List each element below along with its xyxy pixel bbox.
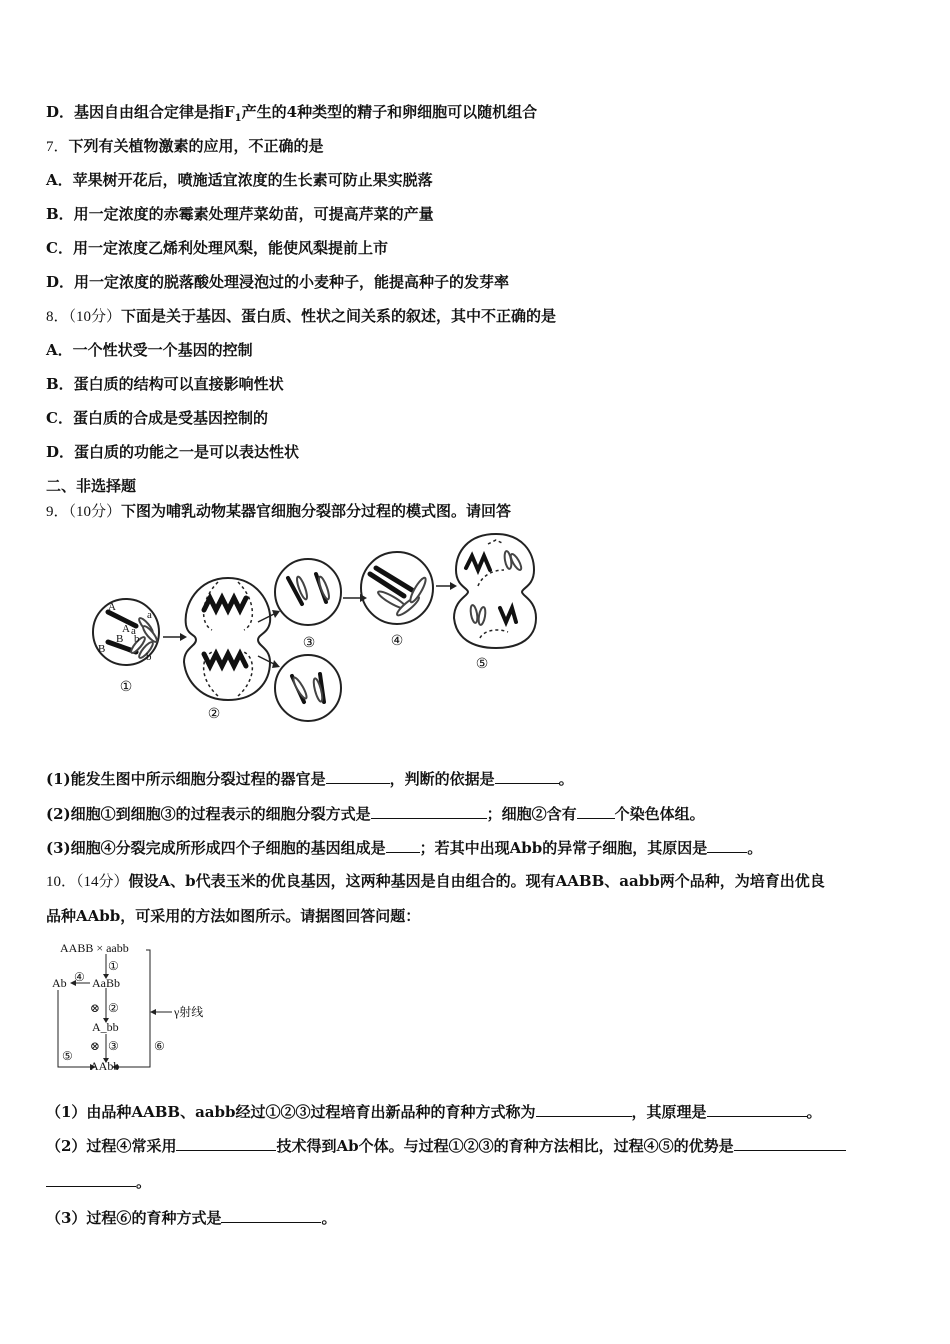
step-label: ⑥ (154, 1039, 165, 1053)
arrow (258, 614, 274, 622)
cell-label: ① (119, 680, 133, 695)
answer-blank[interactable] (495, 767, 559, 784)
gene-label: B (98, 643, 106, 655)
q9-sub3: (3)细胞④分裂完成所形成四个子细胞的基因组成是 ；若其中出现Abb的异常子细胞，其原因是 。 (46, 836, 762, 858)
spindle (480, 630, 508, 638)
gene-label: a (147, 609, 152, 621)
result-label: AAbb (90, 1059, 120, 1073)
self-symbol: ⊗ (90, 1039, 101, 1053)
q9-stem: 9．（10分）下图为哺乳动物某器官细胞分裂部分过程的模式图。请回答 (46, 502, 512, 520)
answer-blank[interactable] (734, 1134, 846, 1151)
chromosome (477, 607, 486, 626)
gene-label: A (108, 601, 116, 613)
q10-sub3: （3）过程⑥的育种方式是 。 (46, 1206, 336, 1228)
chromosome-group (204, 654, 246, 666)
cell-label: ② (207, 707, 221, 722)
chromosome-group (500, 608, 516, 622)
arrow-head (180, 633, 187, 641)
answer-blank[interactable] (386, 836, 420, 853)
arrow (258, 656, 274, 664)
cell-3b (275, 655, 341, 721)
step-label: ① (108, 959, 119, 973)
q10-sub1: （1）由品种AABB、aabb经过①②③过程培育出新品种的育种方式称为 ，其原理是 。 (46, 1100, 822, 1122)
answer-blank[interactable] (176, 1134, 276, 1151)
q8-stem: 8．（10分）下面是关于基因、蛋白质、性状之间关系的叙述，其中不正确的是 (46, 307, 557, 325)
step-label: ② (108, 1001, 119, 1015)
cell-label: ④ (390, 634, 404, 649)
answer-blank[interactable] (326, 767, 390, 784)
cell-label: ③ (302, 636, 316, 651)
answer-blank[interactable] (46, 1170, 136, 1187)
answer-blank[interactable] (707, 836, 747, 853)
q7-option-a: A．苹果树开花后，喷施适宜浓度的生长素可防止果实脱落 (46, 171, 433, 189)
cell-label: ⑤ (475, 657, 489, 672)
gene-label: B (116, 633, 124, 645)
q6-option-d: D．基因自由组合定律是指$F_1$产生的4种类型的精子和卵细胞可以随机组合 (46, 103, 538, 124)
q7-option-b: B．用一定浓度的赤霉素处理芹菜幼苗，可提高芹菜的产量 (46, 205, 434, 223)
cell-division-figure (88, 530, 548, 730)
q8-option-b: B．蛋白质的结构可以直接影响性状 (46, 375, 284, 393)
f1-label: AaBb (92, 976, 120, 990)
q7-option-c: C．用一定浓度乙烯利处理风梨，能使风梨提前上市 (46, 239, 388, 257)
q10-stem: 10．（14分）假设A、b代表玉米的优良基因，这两种基因是自由组合的。现有AABB、aabb两个品种，为培育出优良 (46, 872, 825, 890)
q7-option-d: D．用一定浓度的脱落酸处理浸泡过的小麦种子，能提高种子的发芽率 (46, 273, 510, 291)
q9-sub2: (2)细胞①到细胞③的过程表示的细胞分裂方式是 ；细胞②含有 个染色体组。 (46, 802, 705, 824)
chromosome-group (466, 556, 490, 570)
cell-2 (184, 578, 270, 700)
breeding-diagram (50, 938, 230, 1078)
gene-label: A (122, 623, 130, 635)
chromosome-group (204, 598, 246, 610)
cell-5 (454, 534, 536, 648)
answer-blank[interactable] (707, 1100, 807, 1117)
q10-sub2-cont: 。 (46, 1170, 151, 1192)
gene-label: b (146, 651, 152, 663)
step-label: ③ (108, 1039, 119, 1053)
answer-blank[interactable] (577, 802, 615, 819)
step-label: ④ (74, 970, 85, 984)
arrow-head (272, 660, 280, 668)
gene-label: a (131, 625, 136, 637)
gene-label: b (134, 633, 140, 645)
chromosome (469, 605, 478, 624)
self-symbol: ⊗ (90, 1001, 101, 1015)
q8-option-d: D．蛋白质的功能之一是可以表达性状 (46, 443, 300, 461)
q10-sub2: （2）过程④常采用 技术得到Ab个体。与过程①②③的育种方法相比，过程④⑤的优势是 (46, 1134, 846, 1156)
gamma-label: γ射线 (174, 1005, 204, 1019)
q7-stem: 7．下列有关植物激素的应用，不正确的是 (46, 137, 324, 155)
q8-option-a: A．一个性状受一个基因的控制 (46, 341, 253, 359)
cell-3 (275, 559, 341, 625)
q8-option-c: C．蛋白质的合成是受基因控制的 (46, 409, 268, 427)
q9-sub1: (1)能发生图中所示细胞分裂过程的器官是 ，判断的依据是 。 (46, 767, 574, 789)
section-heading: 二、非选择题 (46, 477, 137, 495)
f2-label: A_bb (92, 1020, 119, 1034)
answer-blank[interactable] (221, 1206, 321, 1223)
arrow-head (450, 582, 457, 590)
answer-blank[interactable] (536, 1100, 632, 1117)
answer-blank[interactable] (371, 802, 487, 819)
q10-stem-cont: 品种AAbb，可采用的方法如图所示。请据图回答问题： (46, 907, 421, 925)
step-label: ⑤ (62, 1049, 73, 1063)
parents-label: AABB × aabb (60, 941, 129, 955)
ab-label: Ab (52, 976, 67, 990)
